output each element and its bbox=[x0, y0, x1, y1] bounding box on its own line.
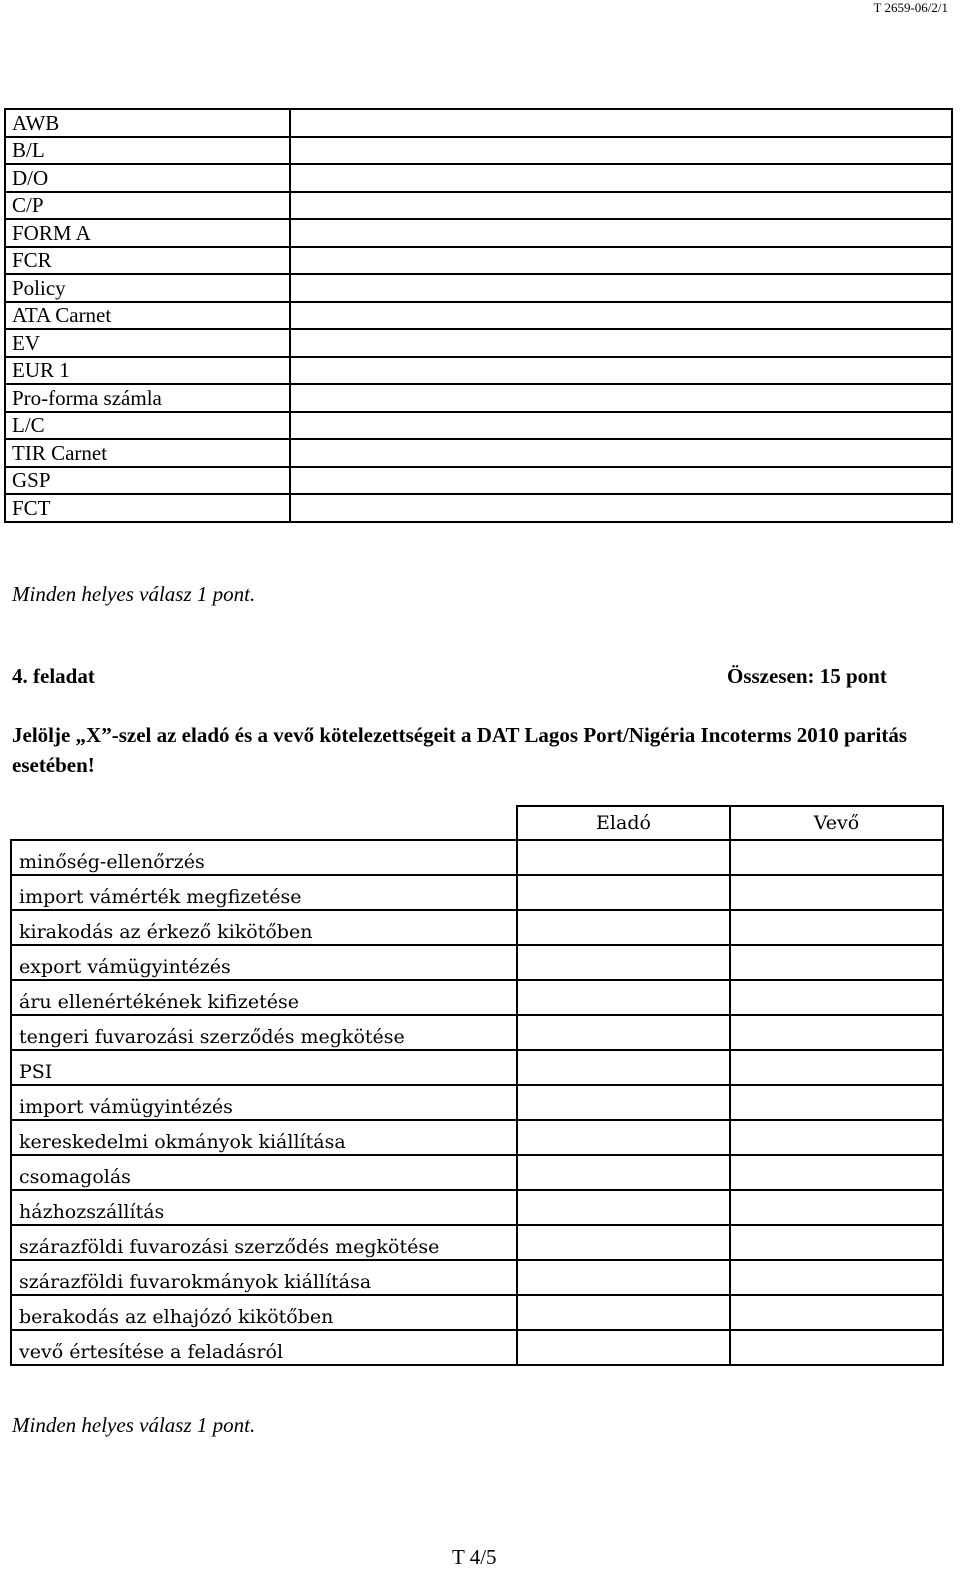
buyer-mark-cell[interactable] bbox=[730, 1330, 943, 1365]
document-abbreviation: C/P bbox=[5, 192, 290, 220]
scoring-note-2: Minden helyes válasz 1 pont. bbox=[12, 1413, 256, 1437]
document-abbreviation: Pro-forma számla bbox=[5, 384, 290, 412]
seller-mark-cell[interactable] bbox=[517, 910, 730, 945]
buyer-mark-cell[interactable] bbox=[730, 1085, 943, 1120]
document-abbreviation: B/L bbox=[5, 137, 290, 165]
table-row bbox=[11, 840, 943, 875]
obligation-label: csomagolás bbox=[11, 1155, 517, 1190]
task-instruction: Jelölje „X”-szel az eladó és a vevő kötelezettségeit a DAT Lagos Port/Nigéria Incoterms 2010 paritás esetében! bbox=[12, 723, 908, 777]
obligation-label: házhozszállítás bbox=[11, 1190, 517, 1225]
obligations-header-row bbox=[11, 806, 943, 840]
answer-cell[interactable] bbox=[290, 219, 952, 247]
buyer-mark-cell[interactable] bbox=[730, 1015, 943, 1050]
table-row bbox=[11, 1085, 943, 1120]
buyer-mark-cell[interactable] bbox=[730, 980, 943, 1015]
table-row bbox=[11, 1120, 943, 1155]
table-row bbox=[5, 439, 952, 467]
obligation-label: kereskedelmi okmányok kiállítása bbox=[11, 1120, 517, 1155]
obligation-label: kirakodás az érkező kikötőben bbox=[11, 910, 517, 945]
table-row bbox=[11, 1155, 943, 1190]
document-abbreviation: AWB bbox=[5, 109, 290, 137]
page-number: T 4/5 bbox=[452, 1545, 497, 1569]
obligation-label: áru ellenértékének kifizetése bbox=[11, 980, 517, 1015]
document-abbreviation: EUR 1 bbox=[5, 357, 290, 385]
buyer-mark-cell[interactable] bbox=[730, 1225, 943, 1260]
table-row bbox=[5, 219, 952, 247]
buyer-mark-cell[interactable] bbox=[730, 840, 943, 875]
table-row bbox=[11, 1050, 943, 1085]
document-abbreviation: ATA Carnet bbox=[5, 302, 290, 330]
table-row bbox=[11, 1190, 943, 1225]
table-row bbox=[11, 1295, 943, 1330]
seller-mark-cell[interactable] bbox=[517, 1330, 730, 1365]
document-abbreviation: L/C bbox=[5, 412, 290, 440]
obligation-label: tengeri fuvarozási szerződés megkötése bbox=[11, 1015, 517, 1050]
table-row bbox=[11, 980, 943, 1015]
table-row bbox=[5, 329, 952, 357]
header-empty-cell bbox=[11, 806, 517, 840]
seller-mark-cell[interactable] bbox=[517, 1225, 730, 1260]
table-row bbox=[5, 192, 952, 220]
seller-mark-cell[interactable] bbox=[517, 1190, 730, 1225]
table-row bbox=[11, 1015, 943, 1050]
seller-mark-cell[interactable] bbox=[517, 1050, 730, 1085]
task-title: 4. feladat bbox=[12, 664, 95, 688]
table-row bbox=[5, 302, 952, 330]
table-row bbox=[5, 467, 952, 495]
document-abbreviation: D/O bbox=[5, 164, 290, 192]
column-header-buyer: Vevő bbox=[730, 806, 943, 840]
document-abbreviation: TIR Carnet bbox=[5, 439, 290, 467]
seller-mark-cell[interactable] bbox=[517, 840, 730, 875]
answer-cell[interactable] bbox=[290, 302, 952, 330]
table-row bbox=[5, 247, 952, 275]
obligation-label: import vámügyintézés bbox=[11, 1085, 517, 1120]
answer-cell[interactable] bbox=[290, 247, 952, 275]
document-abbreviation: FCT bbox=[5, 494, 290, 522]
document-abbreviation-table bbox=[4, 108, 953, 523]
seller-mark-cell[interactable] bbox=[517, 1015, 730, 1050]
column-header-seller: Eladó bbox=[517, 806, 730, 840]
answer-cell[interactable] bbox=[290, 439, 952, 467]
buyer-mark-cell[interactable] bbox=[730, 945, 943, 980]
answer-cell[interactable] bbox=[290, 384, 952, 412]
table-row bbox=[11, 945, 943, 980]
obligation-label: berakodás az elhajózó kikötőben bbox=[11, 1295, 517, 1330]
obligation-label: PSI bbox=[11, 1050, 517, 1085]
seller-mark-cell[interactable] bbox=[517, 1120, 730, 1155]
answer-cell[interactable] bbox=[290, 192, 952, 220]
table-row bbox=[5, 137, 952, 165]
seller-mark-cell[interactable] bbox=[517, 1295, 730, 1330]
buyer-mark-cell[interactable] bbox=[730, 1155, 943, 1190]
table-row bbox=[11, 1260, 943, 1295]
answer-cell[interactable] bbox=[290, 274, 952, 302]
table-row bbox=[11, 1330, 943, 1365]
seller-mark-cell[interactable] bbox=[517, 1085, 730, 1120]
buyer-mark-cell[interactable] bbox=[730, 910, 943, 945]
buyer-mark-cell[interactable] bbox=[730, 1190, 943, 1225]
document-abbreviation: FCR bbox=[5, 247, 290, 275]
document-abbreviation: FORM A bbox=[5, 219, 290, 247]
answer-cell[interactable] bbox=[290, 164, 952, 192]
answer-cell[interactable] bbox=[290, 467, 952, 495]
table-row bbox=[5, 164, 952, 192]
seller-mark-cell[interactable] bbox=[517, 945, 730, 980]
seller-mark-cell[interactable] bbox=[517, 980, 730, 1015]
table-row bbox=[5, 412, 952, 440]
obligations-table bbox=[10, 805, 944, 1366]
answer-cell[interactable] bbox=[290, 109, 952, 137]
obligation-label: szárazföldi fuvarozási szerződés megkötése bbox=[11, 1225, 517, 1260]
table-row bbox=[5, 384, 952, 412]
obligation-label: export vámügyintézés bbox=[11, 945, 517, 980]
obligation-label: minőség-ellenőrzés bbox=[11, 840, 517, 875]
answer-cell[interactable] bbox=[290, 494, 952, 522]
obligation-label: szárazföldi fuvarokmányok kiállítása bbox=[11, 1260, 517, 1295]
document-abbreviation: EV bbox=[5, 329, 290, 357]
seller-mark-cell[interactable] bbox=[517, 1260, 730, 1295]
table-row bbox=[11, 910, 943, 945]
obligation-label: vevő értesítése a feladásról bbox=[11, 1330, 517, 1365]
buyer-mark-cell[interactable] bbox=[730, 1260, 943, 1295]
document-abbreviation: Policy bbox=[5, 274, 290, 302]
obligation-label: import vámérték megfizetése bbox=[11, 875, 517, 910]
buyer-mark-cell[interactable] bbox=[730, 1120, 943, 1155]
buyer-mark-cell[interactable] bbox=[730, 1050, 943, 1085]
table-row bbox=[11, 875, 943, 910]
seller-mark-cell[interactable] bbox=[517, 875, 730, 910]
answer-cell[interactable] bbox=[290, 329, 952, 357]
document-abbreviation: GSP bbox=[5, 467, 290, 495]
table-row bbox=[5, 109, 952, 137]
scoring-note-1: Minden helyes válasz 1 pont. bbox=[12, 582, 256, 606]
table-row bbox=[5, 494, 952, 522]
answer-cell[interactable] bbox=[290, 357, 952, 385]
buyer-mark-cell[interactable] bbox=[730, 875, 943, 910]
answer-cell[interactable] bbox=[290, 412, 952, 440]
answer-cell[interactable] bbox=[290, 137, 952, 165]
table-row bbox=[5, 357, 952, 385]
seller-mark-cell[interactable] bbox=[517, 1155, 730, 1190]
task-total-points: Összesen: 15 pont bbox=[727, 664, 887, 688]
buyer-mark-cell[interactable] bbox=[730, 1295, 943, 1330]
document-code: T 2659-06/2/1 bbox=[873, 0, 948, 15]
table-row bbox=[5, 274, 952, 302]
table-row bbox=[11, 1225, 943, 1260]
